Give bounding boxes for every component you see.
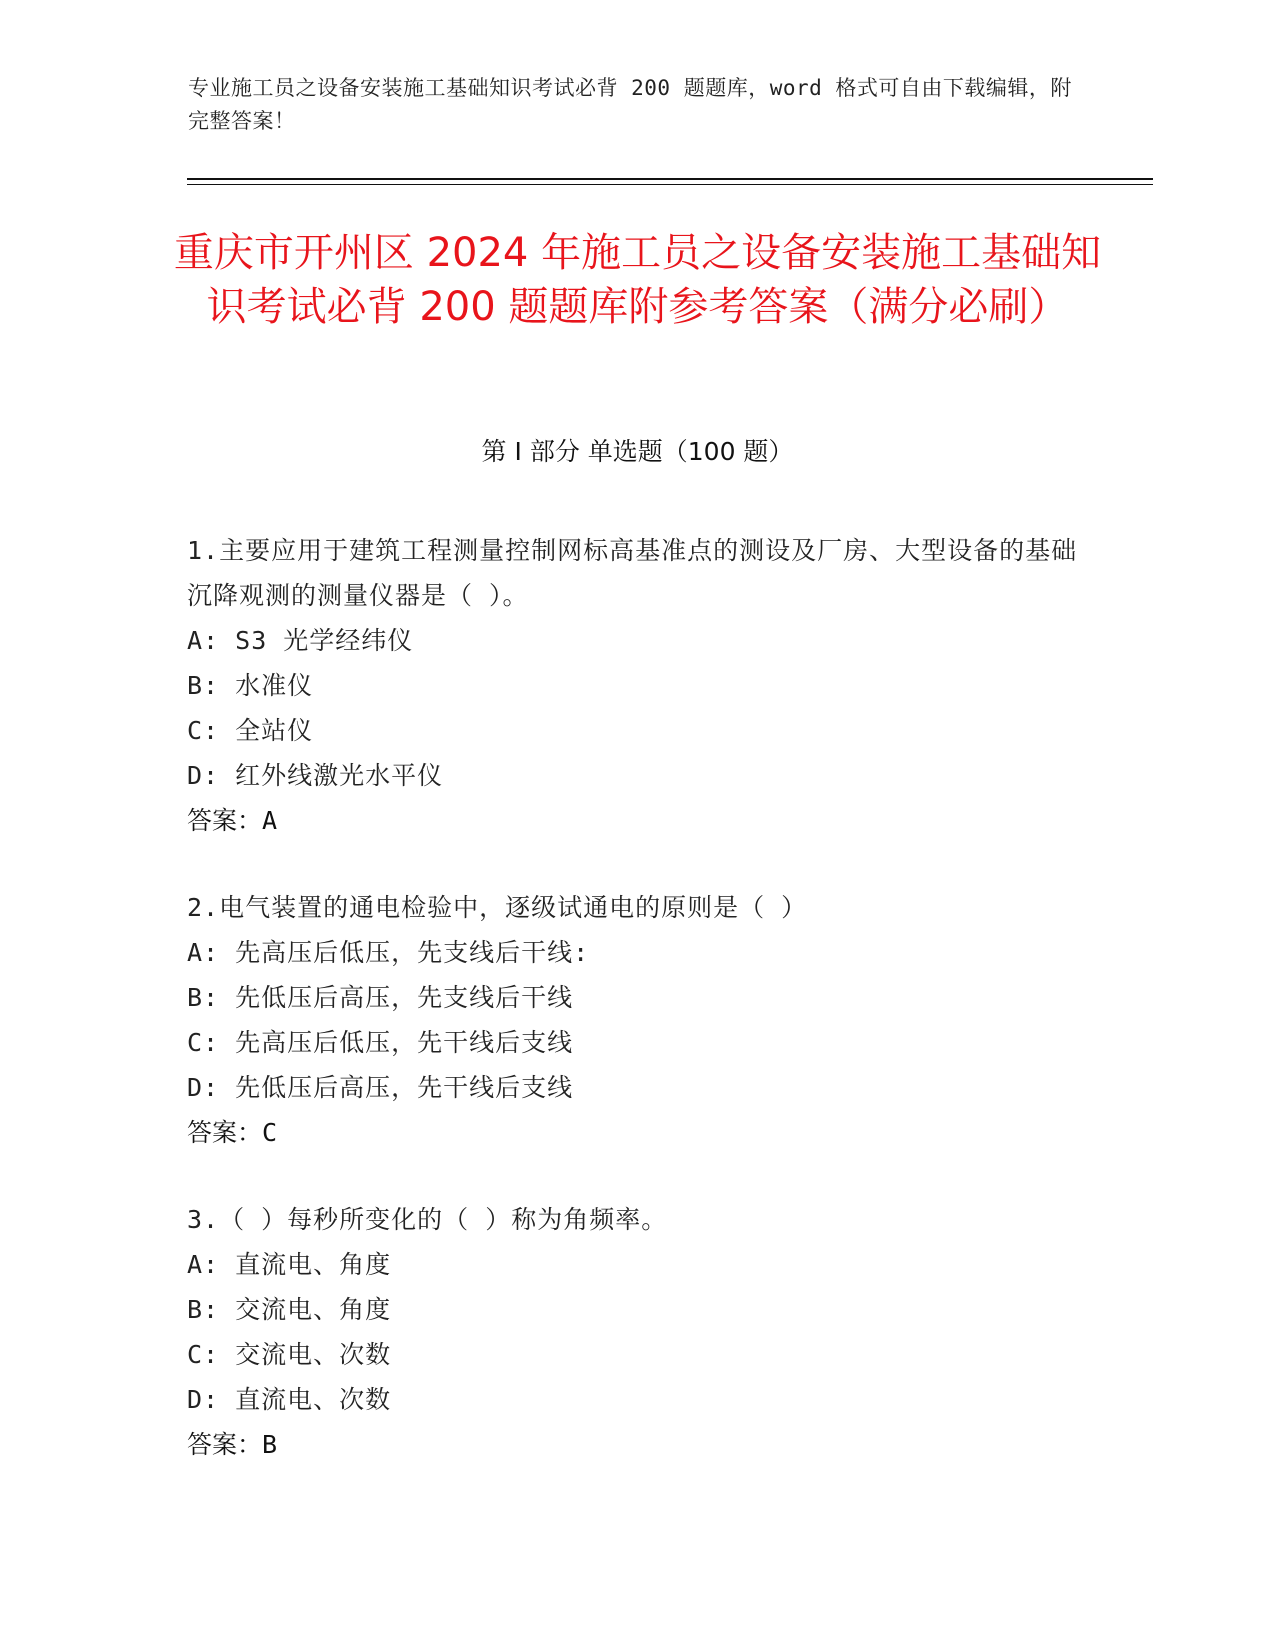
option-d: D: 直流电、次数 <box>187 1385 392 1414</box>
answer-line <box>187 798 1087 843</box>
document-title: 重庆市开州区 2024 年施工员之设备安装施工基础知识考试必背 200 题题库附参考答案（满分必刷） <box>173 230 1102 330</box>
question-text: 1.主要应用于建筑工程测量控制网标高基准点的测设及厂房、大型设备的基础沉降观测的测量仪器是（ ）。 <box>187 536 1078 610</box>
question-text: 3.（ ）每秒所变化的（ ）称为角频率。 <box>187 1205 668 1234</box>
option-b: B: 先低压后高压，先支线后干线 <box>187 983 574 1012</box>
option-d: D: 先低压后高压，先干线后支线 <box>187 1073 574 1102</box>
question-item <box>187 528 1087 843</box>
header-divider-thin <box>187 184 1153 185</box>
question-item <box>187 1197 1087 1467</box>
answer-label: 答案： <box>187 1430 263 1459</box>
section-title: 第 I 部分 单选题（100 题） <box>481 437 794 466</box>
option-c: C: 交流电、次数 <box>187 1340 392 1369</box>
answer-line <box>187 1422 1087 1467</box>
question-item <box>187 885 1087 1155</box>
answer-value: B <box>262 1430 278 1459</box>
option-a: A: 先高压后低压，先支线后干线: <box>187 938 590 967</box>
answer-line <box>187 1110 1087 1155</box>
answer-label: 答案： <box>187 806 263 835</box>
answer-value: A <box>262 806 278 835</box>
option-d: D: 红外线激光水平仪 <box>187 761 444 790</box>
header-divider <box>187 178 1153 180</box>
option-c: C: 全站仪 <box>187 716 314 745</box>
question-text: 2.电气装置的通电检验中，逐级试通电的原则是（ ） <box>187 893 808 922</box>
answer-value: C <box>262 1118 278 1147</box>
option-c: C: 先高压后低压，先干线后支线 <box>187 1028 574 1057</box>
option-a: A: 直流电、角度 <box>187 1250 392 1279</box>
header-note: 专业施工员之设备安装施工基础知识考试必背 200 题题库，word 格式可自由下载编辑，附完整答案！ <box>188 76 1072 133</box>
answer-label: 答案： <box>187 1118 263 1147</box>
option-a: A: S3 光学经纬仪 <box>187 626 414 655</box>
question-list <box>187 528 1087 1509</box>
option-b: B: 水准仪 <box>187 671 314 700</box>
option-b: B: 交流电、角度 <box>187 1295 392 1324</box>
